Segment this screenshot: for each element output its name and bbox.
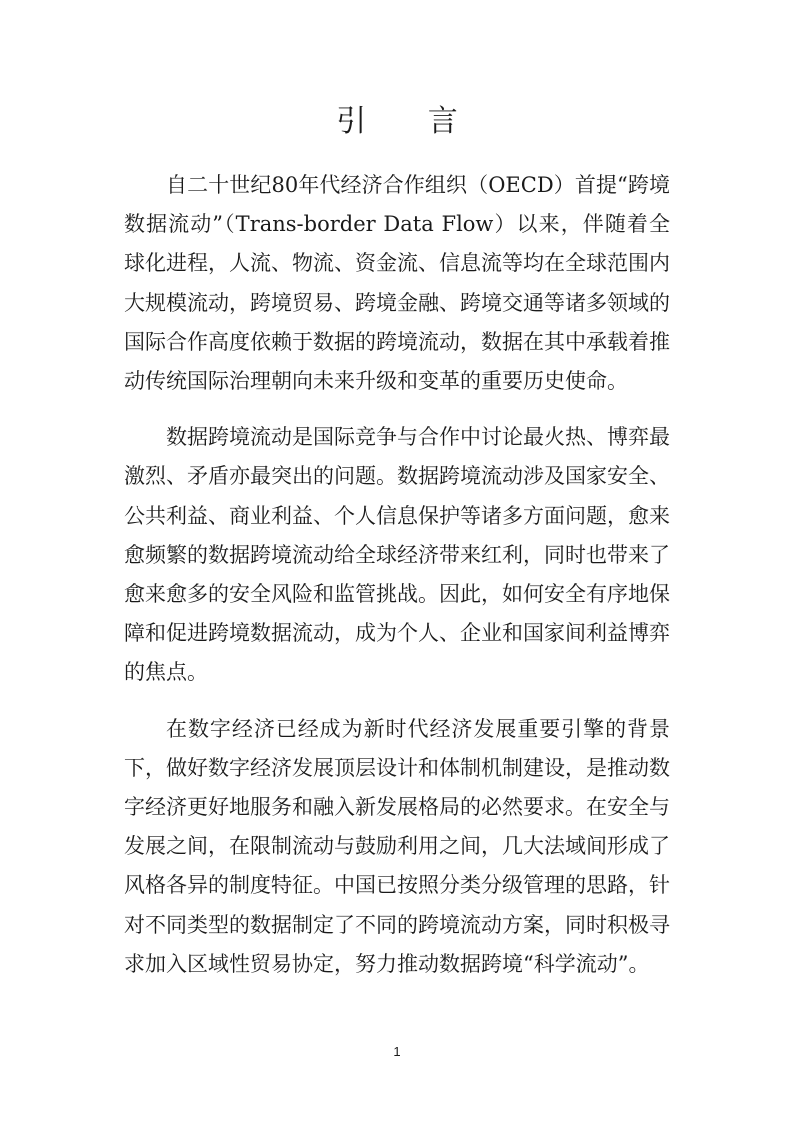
paragraph-2: 数据跨境流动是国际竞争与合作中讨论最火热、博弈最激烈、矛盾亦最突出的问题。数据跨境流动涉及国家安全、公共利益、商业利益、个人信息保护等诸多方面问题，愈来愈频繁的数据跨境流动给全球经济带来红利，同时也带来了愈来愈多的安全风险和监管挑战。因此，如何安全有序地保障和促进跨境数据流动，成为个人、企业和国家间利益博弈的焦点。 (124, 425, 670, 685)
document-body (124, 166, 670, 984)
paragraph-1: 自二十世纪80年代经济合作组织（OECD）首提“跨境数据流动”（Trans-border Data Flow）以来，伴随着全球化进程，人流、物流、资金流、信息流等均在全球范围内大规模流动，跨境贸易、跨境金融、跨境交通等诸多领域的国际合作高度依赖于数据的跨境流动，数据在其中承载着推动传统国际治理朝向未来升级和变革的重要历史使命。 (124, 173, 670, 394)
paragraph-3: 在数字经济已经成为新时代经济发展重要引擎的背景下，做好数字经济发展顶层设计和体制机制建设，是推动数字经济更好地服务和融入新发展格局的必然要求。在安全与发展之间，在限制流动与鼓励利用之间，几大法域间形成了风格各异的制度特征。中国已按照分类分级管理的思路，针对不同类型的数据制定了不同的跨境流动方案，同时积极寻求加入区域性贸易协定，努力推动数据跨境“科学流动”。 (124, 716, 670, 976)
page-title: 引 言 (336, 104, 484, 139)
page-number: 1 (393, 1044, 401, 1059)
